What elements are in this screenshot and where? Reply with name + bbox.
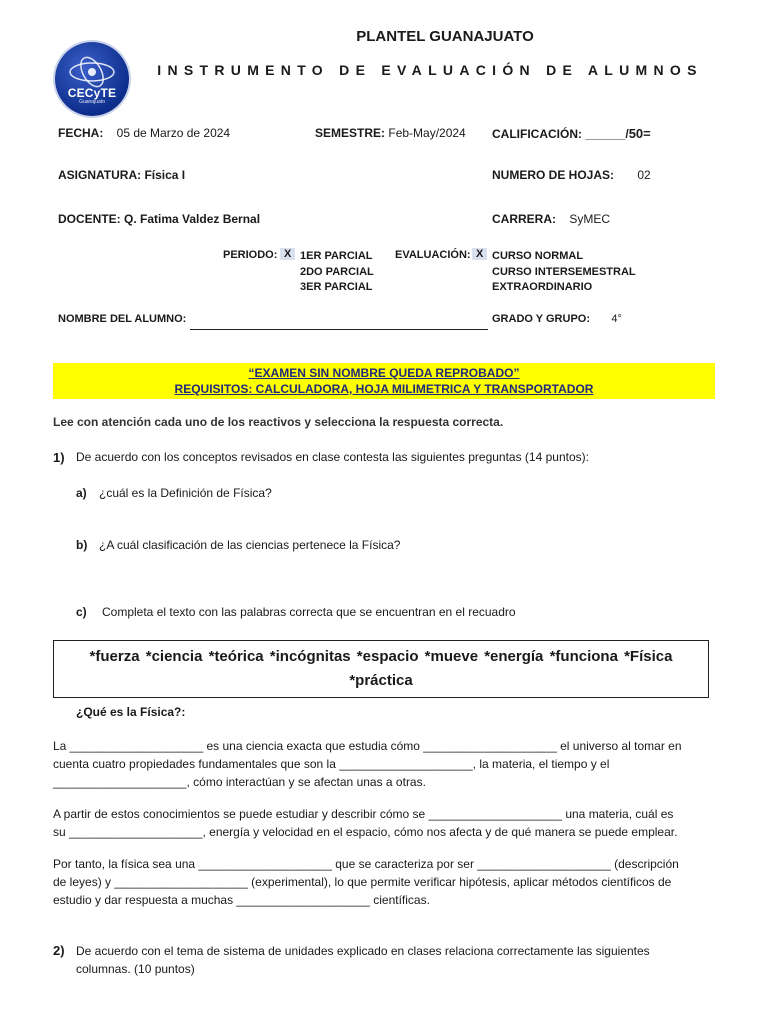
calificacion-label: CALIFICACIÓN: ______/	[492, 127, 629, 141]
institution-title: PLANTEL GUANAJUATO	[356, 28, 534, 45]
carrera-field	[492, 212, 610, 226]
word-bank-line-2: *práctica	[349, 672, 413, 689]
instructions: Lee con atención cada uno de los reactivos y selecciona la respuesta correcta.	[53, 415, 504, 429]
carrera-value: SyMEC	[569, 212, 611, 226]
evaluacion-option[interactable]: EXTRAORDINARIO	[492, 281, 593, 293]
fisica-paragraph-2	[53, 805, 713, 841]
banner-line-1: “EXAMEN SIN NOMBRE QUEDA REPROBADO”	[248, 366, 520, 380]
fisica-p1-line: cuenta cuatro propiedades fundamentales que son la ____________________, la materia, el tiempo y el	[53, 757, 610, 771]
q2-text	[76, 942, 716, 978]
q1a-label: a)	[76, 486, 87, 500]
q2-number: 2)	[53, 943, 65, 958]
cecyte-logo	[55, 42, 129, 116]
fisica-p3-line: estudio y dar respuesta a muchas ____________________ científicas.	[53, 893, 430, 907]
evaluacion-option[interactable]: CURSO NORMAL	[492, 250, 584, 262]
periodo-option[interactable]: 1ER PARCIAL	[300, 250, 373, 262]
banner-line-2: REQUISITOS: CALCULADORA, HOJA MILIMETRICA Y TRANSPORTADOR	[174, 382, 594, 396]
q1b-text: ¿A cuál clasificación de las ciencias pertenece la Física?	[99, 538, 401, 552]
semestre-value: Feb-May/2024	[388, 126, 466, 140]
periodo-option[interactable]: 2DO PARCIAL	[300, 265, 374, 278]
calificacion-value: 50=	[628, 126, 651, 141]
periodo-label: PERIODO:	[223, 249, 278, 261]
fecha-label: FECHA:	[58, 126, 104, 140]
fecha-value: 05 de Marzo de 2024	[116, 126, 231, 140]
evaluacion-option[interactable]: CURSO INTERSEMESTRAL	[492, 265, 636, 278]
word-bank-box	[53, 640, 709, 698]
nombre-label: NOMBRE DEL ALUMNO:	[58, 313, 187, 325]
fisica-paragraph-1	[53, 737, 713, 791]
fisica-p1-line: La ____________________ es una ciencia exacta que estudia cómo ____________________ el universo al tomar en	[53, 739, 682, 753]
fecha-field	[58, 126, 230, 140]
q1a-text: ¿cuál es la Definición de Física?	[99, 486, 272, 500]
asignatura-field: ASIGNATURA: Física I	[58, 168, 186, 182]
periodo-mark[interactable]: X	[280, 248, 295, 260]
fisica-p1-line: ____________________, cómo interactúan y se afectan unas a otras.	[53, 775, 426, 789]
logo-text: CECyTE	[67, 86, 117, 100]
q1c-label: c)	[76, 605, 87, 619]
fisica-p3-line: Por tanto, la física sea una ____________________ que se caracteriza por ser ____________________ (descripción	[53, 857, 679, 871]
q2-line: columnas. (10 puntos)	[76, 962, 195, 976]
hojas-label: NUMERO DE HOJAS:	[492, 168, 615, 182]
q1c-text: Completa el texto con las palabras correcta que se encuentran en el recuadro	[102, 605, 516, 619]
calificacion-field	[492, 126, 651, 141]
grado-field	[492, 313, 622, 325]
word-bank	[54, 645, 708, 693]
fisica-paragraph-3	[53, 855, 713, 909]
fisica-p3-line: de leyes) y ____________________ (experimental), lo que permite verificar hipótesis, aplicar métodos científicos de	[53, 875, 672, 889]
fisica-heading: ¿Qué es la Física?:	[76, 705, 186, 719]
fisica-p2-line: A partir de estos conocimientos se puede estudiar y describir cómo se ____________________ una materia, cuál es	[53, 807, 674, 821]
periodo-options	[300, 249, 374, 296]
q1b-label: b)	[76, 538, 88, 552]
fisica-p2-line: su ____________________, energía y velocidad en el espacio, cómo nos afecta y de qué manera se puede emplear.	[53, 825, 678, 839]
document-title: INSTRUMENTO DE EVALUACIÓN DE ALUMNOS	[157, 62, 703, 78]
docente-field: DOCENTE: Q. Fatima Valdez Bernal	[58, 212, 261, 226]
evaluacion-mark[interactable]: X	[472, 248, 487, 260]
logo-subtext: Guanajuato	[79, 99, 105, 105]
grado-value: 4°	[611, 313, 622, 325]
hojas-value: 02	[637, 168, 651, 182]
semestre-label: SEMESTRE:	[315, 126, 386, 140]
grado-label: GRADO Y GRUPO:	[492, 313, 590, 325]
periodo-option[interactable]: 3ER PARCIAL	[300, 281, 373, 293]
carrera-label: CARRERA:	[492, 212, 556, 226]
semestre-field	[315, 126, 466, 140]
word-bank-line-1: *fuerza *ciencia *teórica *incógnitas *espacio *mueve *energía *funciona *Física	[89, 648, 673, 665]
evaluacion-options	[492, 249, 636, 296]
hojas-field	[492, 168, 651, 182]
q2-line: De acuerdo con el tema de sistema de unidades explicado en clases relaciona correctamente las siguientes	[76, 944, 650, 958]
q1-number: 1)	[53, 450, 65, 465]
q1-text: De acuerdo con los conceptos revisados en clase contesta las siguientes preguntas (14 puntos):	[76, 450, 589, 464]
nombre-input-line[interactable]	[190, 329, 488, 330]
warning-banner	[53, 363, 715, 399]
evaluacion-label: EVALUACIÓN:	[395, 249, 471, 261]
